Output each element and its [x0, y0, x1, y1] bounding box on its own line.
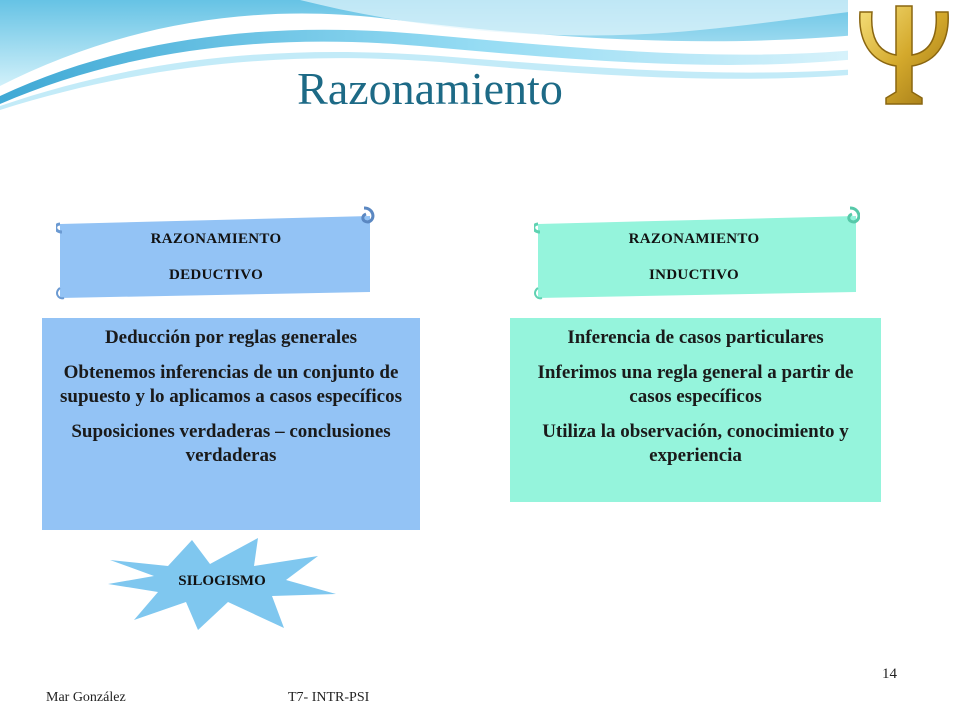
inductive-box [510, 318, 881, 502]
footer-author: Mar González [46, 690, 126, 705]
page-number: 14 [882, 666, 897, 682]
deductive-point: Deducción por reglas generales [104, 327, 358, 348]
deductive-point: Obtenemos inferencias de un conjunto de supuesto y lo aplicamos a casos específicos [60, 362, 402, 407]
psi-symbol-icon [848, 0, 960, 108]
inductive-banner-line1: RAZONAMIENTO [628, 231, 760, 247]
deductive-point: Suposiciones verdaderas – conclusiones verdaderas [71, 421, 391, 466]
inductive-point: Inferencia de casos particulares [567, 327, 824, 348]
inductive-point: Inferimos una regla general a partir de casos específicos [537, 362, 854, 407]
deductive-banner-line2: DEDUCTIVO [168, 267, 264, 283]
deductive-banner-line1: RAZONAMIENTO [150, 231, 282, 247]
silogismo-badge [106, 536, 338, 632]
footer-course: T7- INTR-PSI [288, 690, 370, 705]
silogismo-label: SILOGISMO [178, 573, 266, 589]
scroll-shape [534, 206, 860, 302]
inductive-point: Utiliza la observación, conocimiento y experiencia [542, 421, 849, 466]
slide-title: Razonamiento [297, 63, 563, 114]
inductive-banner [534, 206, 854, 294]
deductive-box [42, 318, 420, 530]
deductive-banner [56, 206, 376, 294]
inductive-banner-line2: INDUCTIVO [649, 267, 739, 283]
scroll-shape [56, 206, 376, 302]
